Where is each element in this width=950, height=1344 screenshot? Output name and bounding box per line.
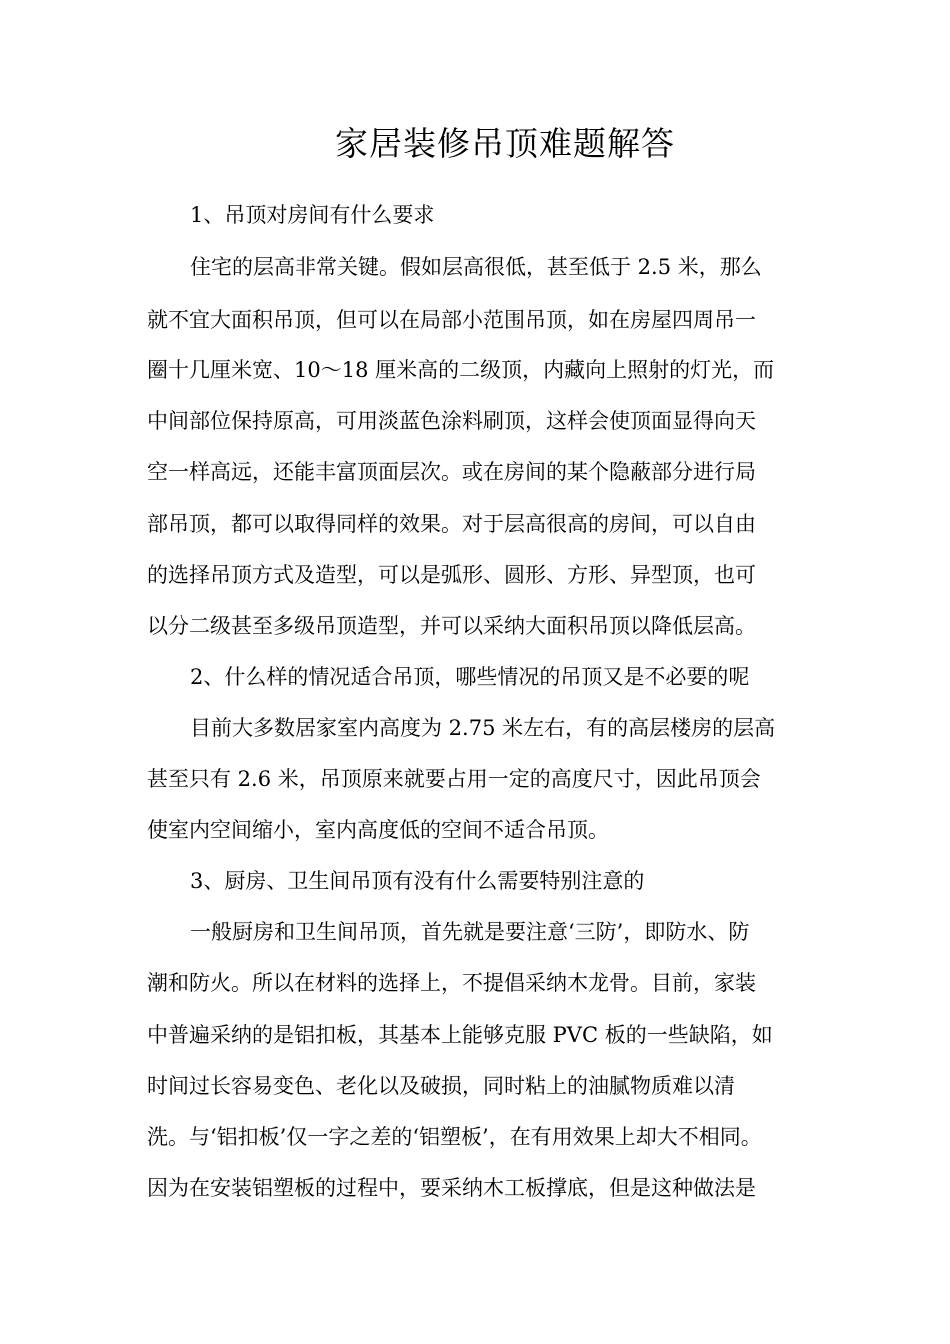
section-heading-1: 1、吊顶对房间有什么要求 — [190, 203, 435, 227]
section-heading-2: 2、什么样的情况适合吊顶，哪些情况的吊顶又是不必要的呢 — [190, 665, 750, 689]
paragraph-line: 潮和防火。所以在材料的选择上，不提倡采纳木龙骨。目前，家装 — [147, 971, 756, 995]
paragraph-line: 一般厨房和卫生间吊顶，首先就是要注意‘三防’，即防水、防 — [190, 920, 750, 944]
section-heading-3: 3、厨房、卫生间吊顶有没有什么需要特别注意的 — [190, 869, 645, 893]
paragraph-line: 时间过长容易变色、老化以及破损，同时粘上的油腻物质难以清 — [147, 1074, 735, 1098]
paragraph-line: 部吊顶，都可以取得同样的效果。对于层高很高的房间，可以自由 — [147, 512, 756, 536]
paragraph-line: 空一样高远，还能丰富顶面层次。或在房间的某个隐蔽部分进行局 — [147, 460, 756, 484]
paragraph-line: 甚至只有 2.6 米，吊顶原来就要占用一定的高度尺寸，因此吊顶会 — [147, 767, 761, 791]
paragraph-line: 洗。与‘铝扣板’仅一字之差的‘铝塑板’，在有用效果上却大不相同。 — [147, 1125, 762, 1149]
paragraph-line: 住宅的层高非常关键。假如层高很低，甚至低于 2.5 米，那么 — [190, 255, 762, 279]
paragraph-line: 的选择吊顶方式及造型，可以是弧形、圆形、方形、异型顶，也可 — [147, 563, 756, 587]
paragraph-line: 以分二级甚至多级吊顶造型，并可以采纳大面积吊顶以降低层高。 — [147, 614, 756, 638]
paragraph-line: 就不宜大面积吊顶，但可以在局部小范围吊顶，如在房屋四周吊一 — [147, 308, 756, 332]
document-title: 家居装修吊顶难题解答 — [335, 124, 675, 163]
paragraph-line: 使室内空间缩小，室内高度低的空间不适合吊顶。 — [147, 818, 609, 842]
paragraph-line: 目前大多数居家室内高度为 2.75 米左右，有的高层楼房的层高 — [190, 716, 776, 740]
paragraph-line: 圈十几厘米宽、10～18 厘米高的二级顶，内藏向上照射的灯光，而 — [147, 358, 775, 382]
paragraph-line: 因为在安装铝塑板的过程中，要采纳木工板撑底，但是这种做法是 — [147, 1176, 756, 1200]
paragraph-line: 中间部位保持原高，可用淡蓝色涂料刷顶，这样会使顶面显得向天 — [147, 409, 756, 433]
paragraph-line: 中普遍采纳的是铝扣板，其基本上能够克服 PVC 板的一些缺陷，如 — [147, 1023, 773, 1047]
